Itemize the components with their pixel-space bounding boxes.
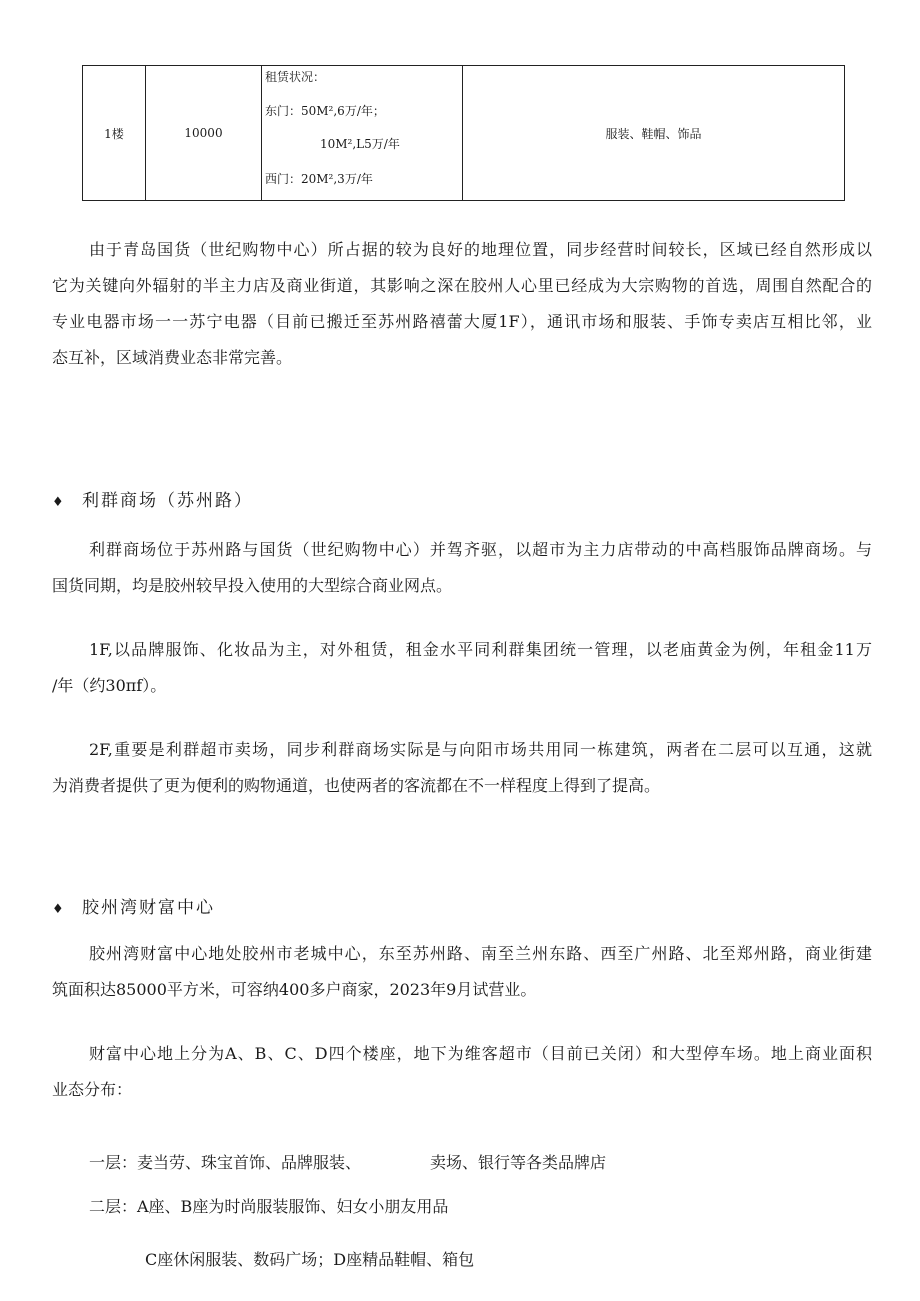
- liqun-paragraph-1: [52, 532, 872, 604]
- section-heading-liqun: [52, 486, 253, 511]
- floor1-text-part2: 卖场、银行等各类品牌店: [430, 1153, 607, 1172]
- category-cell: 服装、鞋帽、饰品: [463, 66, 845, 201]
- rent-cell: [262, 66, 463, 201]
- text-line: 国货同期，均是胶州较早投入使用的大型综合商业网点。: [52, 576, 453, 595]
- floor-cell: 1楼: [83, 66, 146, 201]
- text-line: /年（约30πf）。: [52, 676, 167, 695]
- jiaozhouwan-paragraph-2: [52, 1036, 872, 1108]
- section-heading-jiaozhouwan: [52, 893, 215, 918]
- text-line: 它为关键向外辐射的半主力店及商业街道，其影响之深在胶州人心里已经成为大宗购物的首选，周围自然配合的: [52, 276, 872, 295]
- text-line: 为消费者提供了更为便利的购物通道，也使两者的客流都在不一样程度上得到了提高。: [52, 776, 661, 795]
- text-line: 财富中心地上分为A、B、C、D四个楼座，地下为维客超市（目前已关闭）和大型停车场。地上商业面积: [89, 1044, 872, 1063]
- section-title: 胶州湾财富中心: [82, 898, 215, 918]
- liqun-paragraph-3: [52, 732, 872, 804]
- intro-paragraph: [52, 232, 872, 376]
- diamond-bullet-icon: ♦: [52, 495, 66, 510]
- diamond-bullet-icon: ♦: [52, 902, 66, 917]
- text-line: 由于青岛国货（世纪购物中心）所占据的较为良好的地理位置，同步经营时间较长，区域已经自然形成以: [89, 240, 872, 259]
- floor2-text: 二层：A座、B座为时尚服装服饰、妇女小朋友用品: [89, 1197, 449, 1216]
- rent-west: 西门：20M²,3万/年: [265, 172, 373, 186]
- text-line: 专业电器市场一一苏宁电器（目前已搬迁至苏州路禧蕾大厦1F），通讯市场和服装、手饰专卖店互相比邻，业: [52, 312, 872, 331]
- text-line: 筑面积达85000平方米，可容纳400多户商家，2023年9月试营业。: [52, 980, 537, 999]
- text-line: 1F,以品牌服饰、化妆品为主，对外租赁，租金水平同利群集团统一管理，以老庙黄金为例，年租金11万: [89, 640, 872, 659]
- text-line: 利群商场位于苏州路与国货（世纪购物中心）并驾齐驱，以超市为主力店带动的中高档服饰品牌商场。与: [89, 540, 872, 559]
- rent-east-2: 10M²,L5万/年: [320, 137, 400, 151]
- text-line: 态互补，区域消费业态非常完善。: [52, 348, 293, 367]
- section-title: 利群商场（苏州路）: [82, 491, 253, 511]
- floor1-text-part1: 一层：麦当劳、珠宝首饰、品牌服装、: [89, 1153, 362, 1172]
- rent-east-1: 东门：50M²,6万/年；: [265, 104, 385, 118]
- liqun-paragraph-2: [52, 632, 872, 704]
- floor2-text-continued: C座休闲服装、数码广场；D座精品鞋帽、箱包: [145, 1250, 475, 1269]
- table-row: [83, 66, 845, 201]
- area-cell: 10000: [146, 66, 262, 201]
- rental-table: [82, 65, 845, 201]
- rent-title: 租赁状况：: [265, 70, 326, 84]
- text-line: 胶州湾财富中心地处胶州市老城中心，东至苏州路、南至兰州东路、西至广州路、北至郑州路，商业街建: [89, 944, 872, 963]
- jiaozhouwan-paragraph-1: [52, 936, 872, 1008]
- text-line: 业态分布：: [52, 1080, 133, 1099]
- text-line: 2F,重要是利群超市卖场，同步利群商场实际是与向阳市场共用同一栋建筑，两者在二层可以互通，这就: [89, 740, 872, 759]
